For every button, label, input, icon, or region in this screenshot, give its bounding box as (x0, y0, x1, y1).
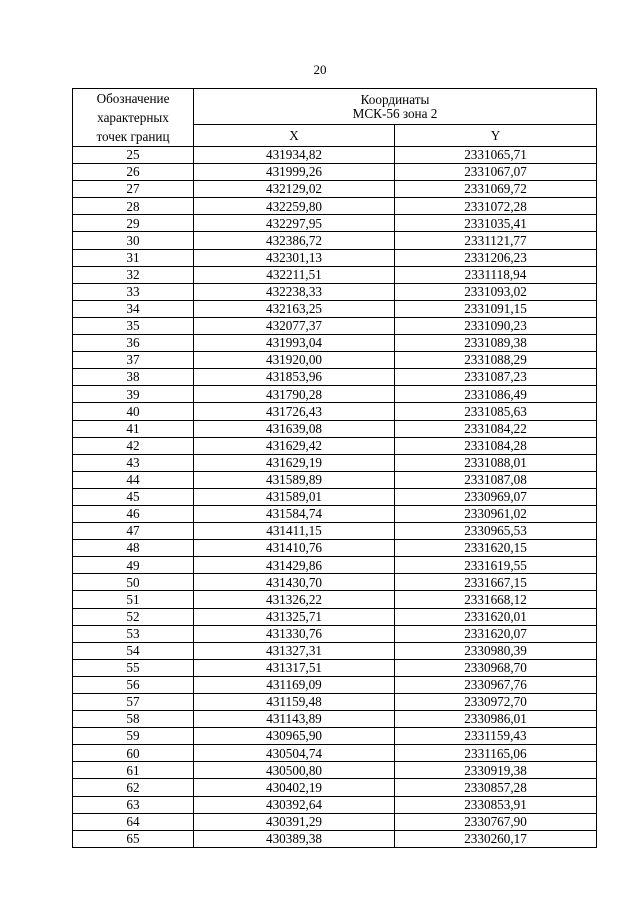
table-row (73, 232, 597, 249)
x-coordinate-cell: 432211,51 (194, 266, 395, 283)
y-coordinate-cell: 2331620,15 (395, 540, 597, 557)
point-cell: 57 (73, 694, 194, 711)
point-cell: 26 (73, 164, 194, 181)
x-coordinate-cell: 431159,48 (194, 694, 395, 711)
table-row (73, 574, 597, 591)
table-row (73, 420, 597, 437)
point-cell: 29 (73, 215, 194, 232)
x-coordinate-cell: 430500,80 (194, 762, 395, 779)
table-row (73, 335, 597, 352)
point-cell: 30 (73, 232, 194, 249)
point-cell: 61 (73, 762, 194, 779)
y-coordinate-cell: 2331069,72 (395, 181, 597, 198)
table-row (73, 557, 597, 574)
y-coordinate-cell: 2331089,38 (395, 335, 597, 352)
y-coordinate-cell: 2330260,17 (395, 830, 597, 847)
table-row (73, 694, 597, 711)
y-coordinate-cell: 2330961,02 (395, 505, 597, 522)
point-cell: 60 (73, 745, 194, 762)
y-coordinate-cell: 2331072,28 (395, 198, 597, 215)
y-coordinate-cell: 2331090,23 (395, 317, 597, 334)
x-coordinate-cell: 431920,00 (194, 352, 395, 369)
y-coordinate-cell: 2331085,63 (395, 403, 597, 420)
point-cell: 25 (73, 147, 194, 164)
point-cell: 63 (73, 796, 194, 813)
x-coordinate-cell: 431629,19 (194, 454, 395, 471)
coordinate-system-label: МСК-56 зона 2 (352, 105, 438, 121)
y-coordinate-cell: 2330853,91 (395, 796, 597, 813)
table-body (73, 147, 597, 848)
point-cell: 52 (73, 608, 194, 625)
point-header-line-2: характерных (97, 110, 169, 125)
x-coordinate-cell: 432297,95 (194, 215, 395, 232)
table-row (73, 300, 597, 317)
point-column-header (73, 89, 194, 147)
x-coordinate-cell: 431790,28 (194, 386, 395, 403)
table-row (73, 540, 597, 557)
point-cell: 47 (73, 523, 194, 540)
table-row (73, 642, 597, 659)
y-coordinate-cell: 2331165,06 (395, 745, 597, 762)
y-coordinate-cell: 2331668,12 (395, 591, 597, 608)
x-coordinate-cell: 430402,19 (194, 779, 395, 796)
y-coordinate-cell: 2331084,28 (395, 437, 597, 454)
y-coordinate-cell: 2331159,43 (395, 728, 597, 745)
table-row (73, 215, 597, 232)
point-cell: 39 (73, 386, 194, 403)
x-coordinate-cell: 431410,76 (194, 540, 395, 557)
x-coordinate-cell: 431143,89 (194, 711, 395, 728)
point-cell: 33 (73, 283, 194, 300)
coordinates-table (72, 88, 597, 848)
table-row (73, 745, 597, 762)
x-coordinate-cell: 432301,13 (194, 249, 395, 266)
x-coordinate-cell: 431429,86 (194, 557, 395, 574)
x-coordinate-cell: 432129,02 (194, 181, 395, 198)
x-column-header: X (194, 125, 395, 147)
x-coordinate-cell: 431327,31 (194, 642, 395, 659)
point-cell: 54 (73, 642, 194, 659)
x-coordinate-cell: 431325,71 (194, 608, 395, 625)
y-coordinate-cell: 2330972,70 (395, 694, 597, 711)
y-column-header: Y (395, 125, 597, 147)
y-coordinate-cell: 2331206,23 (395, 249, 597, 266)
point-cell: 49 (73, 557, 194, 574)
table-row (73, 779, 597, 796)
point-cell: 50 (73, 574, 194, 591)
y-coordinate-cell: 2331118,94 (395, 266, 597, 283)
x-coordinate-cell: 431853,96 (194, 369, 395, 386)
y-coordinate-cell: 2331065,71 (395, 147, 597, 164)
y-coordinate-cell: 2331087,23 (395, 369, 597, 386)
table-row (73, 728, 597, 745)
y-coordinate-cell: 2331093,02 (395, 283, 597, 300)
point-cell: 27 (73, 181, 194, 198)
x-coordinate-cell: 432077,37 (194, 317, 395, 334)
point-cell: 64 (73, 813, 194, 830)
x-coordinate-cell: 431934,82 (194, 147, 395, 164)
x-coordinate-cell: 432163,25 (194, 300, 395, 317)
point-cell: 59 (73, 728, 194, 745)
y-coordinate-cell: 2330919,38 (395, 762, 597, 779)
table-row (73, 403, 597, 420)
x-coordinate-cell: 431326,22 (194, 591, 395, 608)
point-cell: 65 (73, 830, 194, 847)
x-coordinate-cell: 431589,01 (194, 488, 395, 505)
point-cell: 45 (73, 488, 194, 505)
table-row (73, 813, 597, 830)
point-cell: 58 (73, 711, 194, 728)
table-row (73, 830, 597, 847)
point-cell: 28 (73, 198, 194, 215)
point-cell: 53 (73, 625, 194, 642)
point-header-line-3: точек границ (96, 129, 170, 144)
table-row (73, 283, 597, 300)
y-coordinate-cell: 2330857,28 (395, 779, 597, 796)
table-row (73, 591, 597, 608)
x-coordinate-cell: 432238,33 (194, 283, 395, 300)
point-cell: 34 (73, 300, 194, 317)
table-row (73, 608, 597, 625)
table-row (73, 796, 597, 813)
table-row (73, 386, 597, 403)
x-coordinate-cell: 431629,42 (194, 437, 395, 454)
x-coordinate-cell: 430965,90 (194, 728, 395, 745)
y-coordinate-cell: 2331121,77 (395, 232, 597, 249)
coordinates-group-header (194, 89, 597, 125)
table-row (73, 266, 597, 283)
y-coordinate-cell: 2331084,22 (395, 420, 597, 437)
x-coordinate-cell: 431169,09 (194, 676, 395, 693)
y-coordinate-cell: 2330967,76 (395, 676, 597, 693)
point-cell: 62 (73, 779, 194, 796)
x-coordinate-cell: 431317,51 (194, 659, 395, 676)
table-row (73, 317, 597, 334)
y-coordinate-cell: 2331091,15 (395, 300, 597, 317)
table-row (73, 659, 597, 676)
point-cell: 38 (73, 369, 194, 386)
y-coordinate-cell: 2331620,07 (395, 625, 597, 642)
y-coordinate-cell: 2330767,90 (395, 813, 597, 830)
point-cell: 51 (73, 591, 194, 608)
table-row (73, 676, 597, 693)
y-coordinate-cell: 2331088,29 (395, 352, 597, 369)
coordinates-title: Координаты (360, 91, 430, 107)
y-coordinate-cell: 2330980,39 (395, 642, 597, 659)
point-cell: 43 (73, 454, 194, 471)
y-coordinate-cell: 2331667,15 (395, 574, 597, 591)
x-coordinate-cell: 432259,80 (194, 198, 395, 215)
table-row (73, 471, 597, 488)
table-row (73, 181, 597, 198)
table-row (73, 147, 597, 164)
x-coordinate-cell: 431584,74 (194, 505, 395, 522)
x-coordinate-cell: 431589,89 (194, 471, 395, 488)
table-row (73, 198, 597, 215)
x-coordinate-cell: 431411,15 (194, 523, 395, 540)
y-coordinate-cell: 2330969,07 (395, 488, 597, 505)
y-coordinate-cell: 2331619,55 (395, 557, 597, 574)
table-row (73, 523, 597, 540)
x-coordinate-cell: 431993,04 (194, 335, 395, 352)
y-coordinate-cell: 2331088,01 (395, 454, 597, 471)
table-row (73, 352, 597, 369)
table-row (73, 437, 597, 454)
point-cell: 55 (73, 659, 194, 676)
table-row (73, 505, 597, 522)
y-coordinate-cell: 2330986,01 (395, 711, 597, 728)
point-cell: 40 (73, 403, 194, 420)
x-coordinate-cell: 431726,43 (194, 403, 395, 420)
point-cell: 37 (73, 352, 194, 369)
table-row (73, 454, 597, 471)
x-coordinate-cell: 430504,74 (194, 745, 395, 762)
y-coordinate-cell: 2331620,01 (395, 608, 597, 625)
y-coordinate-cell: 2331087,08 (395, 471, 597, 488)
x-coordinate-cell: 430392,64 (194, 796, 395, 813)
y-coordinate-cell: 2331086,49 (395, 386, 597, 403)
y-coordinate-cell: 2330968,70 (395, 659, 597, 676)
table-row (73, 488, 597, 505)
point-cell: 35 (73, 317, 194, 334)
x-coordinate-cell: 430389,38 (194, 830, 395, 847)
x-coordinate-cell: 431430,70 (194, 574, 395, 591)
point-cell: 56 (73, 676, 194, 693)
y-coordinate-cell: 2331035,41 (395, 215, 597, 232)
point-cell: 46 (73, 505, 194, 522)
point-cell: 44 (73, 471, 194, 488)
x-coordinate-cell: 432386,72 (194, 232, 395, 249)
page-number: 20 (313, 62, 327, 77)
point-cell: 32 (73, 266, 194, 283)
point-cell: 36 (73, 335, 194, 352)
point-cell: 42 (73, 437, 194, 454)
point-header-line-1: Обозначение (96, 91, 170, 106)
table-row (73, 249, 597, 266)
point-cell: 41 (73, 420, 194, 437)
table-row (73, 625, 597, 642)
x-coordinate-cell: 430391,29 (194, 813, 395, 830)
x-coordinate-cell: 431330,76 (194, 625, 395, 642)
point-cell: 48 (73, 540, 194, 557)
table-row (73, 369, 597, 386)
y-coordinate-cell: 2330965,53 (395, 523, 597, 540)
table-row (73, 762, 597, 779)
table-row (73, 164, 597, 181)
y-coordinate-cell: 2331067,07 (395, 164, 597, 181)
x-coordinate-cell: 431639,08 (194, 420, 395, 437)
x-coordinate-cell: 431999,26 (194, 164, 395, 181)
point-cell: 31 (73, 249, 194, 266)
table-row (73, 711, 597, 728)
table-header (73, 89, 597, 147)
